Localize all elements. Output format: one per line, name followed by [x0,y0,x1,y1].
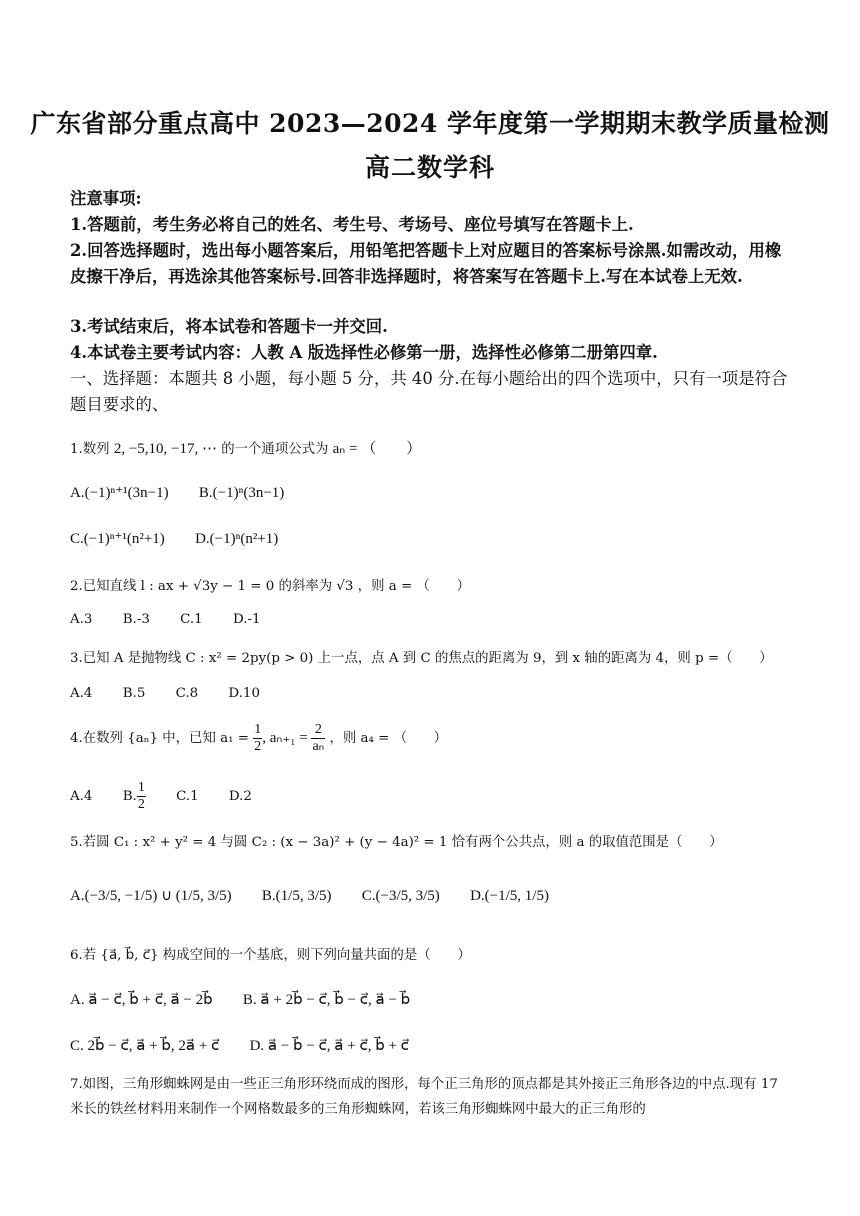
note-item-2: 2.回答选择题时，选出每小题答案后，用铅笔把答题卡上对应题目的答案标号涂黑.如需改动，用橡皮擦干净后，再选涂其他答案标号.回答非选择题时，将答案写在答题卡上.写在本试卷上无效. [70,241,782,286]
option-b[interactable]: B.-3 [122,612,150,627]
option-c[interactable]: C.8 [175,686,199,701]
question-4-options [70,780,278,813]
option-c[interactable]: C.(−1)ⁿ⁺¹(n²+1) [70,531,165,547]
question-3-options [70,686,286,701]
option-d[interactable]: D.10 [228,686,260,701]
question-7: 7.如图，三角形蜘蛛网是由一些正三角形环绕而成的图形，每个正三角形的顶点都是其外接正三角形各边的中点.现有 17 米长的铁丝材料用来制作一个网格数最多的三角形蜘蛛网，若该三角形蜘蛛网中最大的正三角形的 [70,1077,778,1117]
exam-title: 广东省部分重点高中 2023—2024 学年度第一学期期末教学质量检测 [30,109,830,138]
question-3: 3.已知 A 是抛物线 C : x² = 2py(p > 0) 上一点，点 A 到 C 的焦点的距离为 9，到 x 轴的距离为 4，则 p =（ ） [70,651,773,666]
option-a[interactable]: A.(−3/5, −1/5) ∪ (1/5, 3/5) [70,888,232,904]
question-5-options [70,886,575,905]
option-a[interactable]: A.3 [70,612,93,627]
option-a[interactable]: A.(−1)ⁿ⁺¹(3n−1) [70,485,169,501]
option-a[interactable]: A.4 [70,789,93,804]
option-c[interactable]: C.1 [180,612,203,627]
question-1-options-row1 [70,483,310,502]
question-5: 5.若圆 C₁ : x² + y² = 4 与圆 C₂ : (x − 3a)² + (y − 4a)² = 1 恰有两个公共点，则 a 的取值范围是（ ） [70,835,723,850]
question-1-options-row2 [70,529,304,548]
option-d[interactable]: D.(−1/5, 1/5) [470,888,549,904]
note-item-1: 1.答题前，考生务必将自己的姓名、考生号、考场号、座位号填写在答题卡上. [70,215,634,234]
note-item-3: 3.考试结束后，将本试卷和答题卡一并交回. [70,317,388,336]
question-2: 2.已知直线 l : ax + √3y − 1 = 0 的斜率为 √3 ，则 a = （ ） [70,579,470,594]
notes-heading: 注意事项: [70,189,142,208]
option-d[interactable]: D.2 [228,789,252,804]
question-4: 4.在数列 {aₙ} 中，已知 a₁ = $\frac{1}{2}$ , aₙ₊₁ = $\frac{2}{\text{aₙ}}$ ，则 a₄ = （ ） [70,722,448,754]
option-b[interactable]: B.(1/5, 3/5) [261,888,332,904]
option-b[interactable]: B.5 [122,686,146,701]
question-6-options-row2 [70,1036,435,1055]
option-d[interactable]: D.(−1)ⁿ(n²+1) [195,531,279,547]
question-1: 1.数列 2, −5,10, −17, ⋯ 的一个通项公式为 aₙ = （ ） [70,441,422,457]
option-b[interactable]: B. a⃗ + 2b⃗ − c⃗, b⃗ − c⃗, a⃗ − b⃗ [242,992,411,1008]
section-heading: 一、选择题：本题共 8 小题，每小题 5 分，共 40 分.在每小题给出的四个选项中，只有一项是符合题目要求的、 [70,369,788,414]
note-item-4: 4.本试卷主要考试内容：人教 A 版选择性必修第一册，选择性必修第二册第四章. [70,343,658,362]
option-a[interactable]: A. a⃗ − c⃗, b⃗ + c⃗, a⃗ − 2b⃗ [70,992,213,1008]
option-b[interactable]: B.(−1)ⁿ(3n−1) [198,485,285,501]
question-6: 6.若 {a⃗, b⃗, c⃗} 构成空间的一个基底，则下列向量共面的是（ ） [70,948,471,963]
option-a[interactable]: A.4 [70,686,93,701]
question-2-options [70,612,287,627]
option-c[interactable]: C.(−3/5, 3/5) [361,888,440,904]
exam-subtitle: 高二数学科 [364,153,495,182]
option-b[interactable]: B. $\frac{1}{2}$ [122,780,145,812]
question-6-options-row1 [70,990,436,1009]
option-c[interactable]: C. 2b⃗ − c⃗, a⃗ + b⃗, 2a⃗ + c⃗ [70,1038,220,1054]
option-d[interactable]: D.-1 [232,612,261,627]
option-c[interactable]: C.1 [176,789,199,804]
option-d[interactable]: D. a⃗ − b⃗ − c⃗, a⃗ + c⃗, b⃗ + c⃗ [249,1038,409,1054]
